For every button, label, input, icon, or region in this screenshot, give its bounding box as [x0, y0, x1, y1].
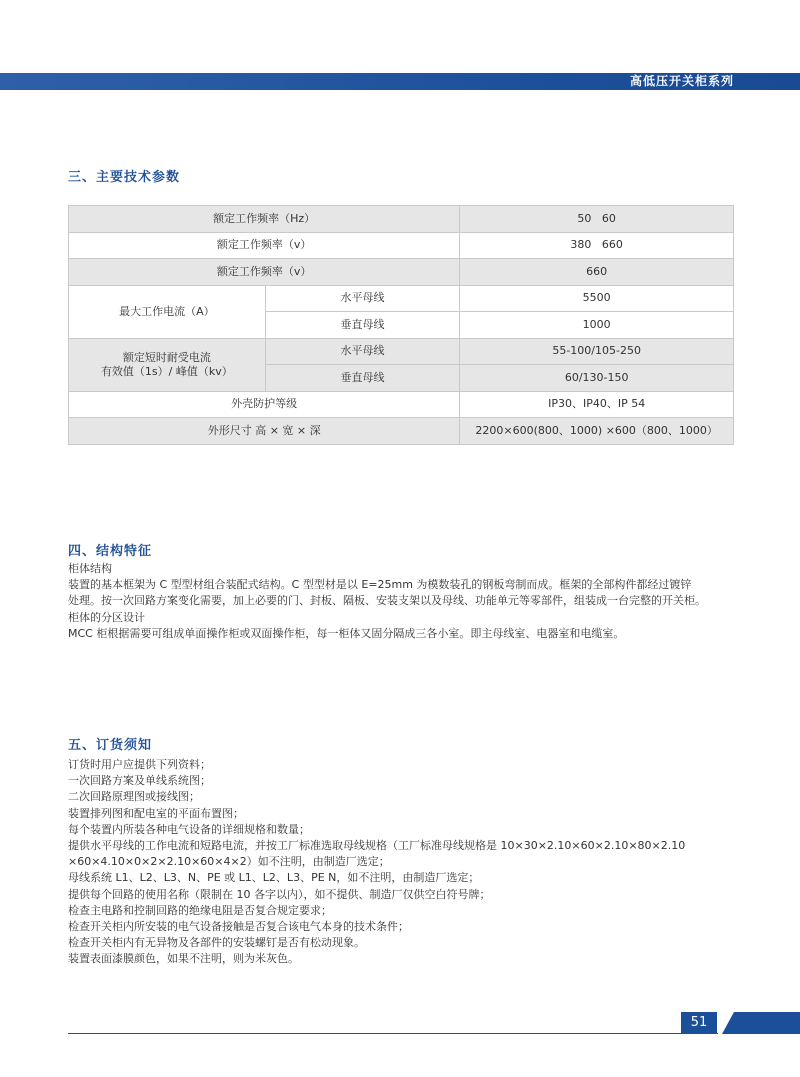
param-value: 1000 [460, 312, 734, 339]
structure-line: 柜体的分区设计 [68, 610, 145, 624]
structure-line: 柜体结构 [68, 562, 112, 575]
param-group-label: 最大工作电流（A） [69, 285, 266, 338]
param-sub-label: 垂直母线 [265, 312, 460, 339]
table-row [69, 391, 734, 418]
ordering-line: 一次回路方案及单线系统图； [68, 774, 211, 788]
structure-body [68, 561, 748, 642]
ordering-body [68, 757, 748, 968]
param-label: 外壳防护等级 [69, 391, 460, 418]
header-bar [0, 73, 800, 90]
section-title-ordering: 五、订货须知 [68, 738, 153, 753]
param-label: 额定工作频率（v） [69, 259, 460, 286]
ordering-line: 提供水平母线的工作电流和短路电流，并按工厂标准选取母线规格（工厂标准母线规格是 10×30×2.10×60×2.10×80×2.10 [68, 839, 686, 853]
structure-line: 处理。按一次回路方案变化需要，加上必要的门、封板、隔板、安装支架以及母线、功能单元等零部件，组装成一台完整的开关柜。 [68, 594, 706, 608]
param-value: 55-100/105-250 [460, 338, 734, 365]
param-group-label [69, 338, 266, 391]
parameters-table [68, 205, 734, 445]
header-title: 高低压开关柜系列 [629, 74, 734, 88]
ordering-line: 检查开关柜内有无异物及各部件的安装螺钉是否有松动现象。 [68, 936, 365, 950]
param-value: 660 [460, 259, 734, 286]
page-number: 51 [681, 1012, 717, 1034]
table-row [69, 338, 734, 365]
ordering-line: 订货时用户应提供下列资料； [68, 758, 211, 771]
section-title-structure: 四、结构特征 [68, 544, 153, 559]
param-value: 380 660 [460, 232, 734, 259]
param-sub-label: 垂直母线 [265, 365, 460, 392]
param-label: 外形尺寸 高 × 宽 × 深 [69, 418, 460, 445]
param-value: 60/130-150 [460, 365, 734, 392]
table-row [69, 418, 734, 445]
ordering-line: 母线系统 L1、L2、L3、N、PE 或 L1、L2、L3、PE N，如不注明，由制造厂选定； [68, 871, 480, 885]
table-row [69, 232, 734, 259]
param-sub-label: 水平母线 [265, 285, 460, 312]
ordering-line: 装置排列图和配电室的平面布置图； [68, 806, 244, 820]
param-group-line-2: 有效值（1s）/ 峰值（kv） [100, 364, 233, 378]
param-label: 额定工作频率（v） [69, 232, 460, 259]
ordering-line: 装置表面漆膜颜色，如果不注明，则为米灰色。 [68, 952, 299, 966]
table-row [69, 259, 734, 286]
param-sub-label: 水平母线 [265, 338, 460, 365]
ordering-line: 每个装置内所装各种电气设备的详细规格和数量； [68, 822, 310, 836]
param-label: 额定工作频率（Hz） [69, 206, 460, 233]
section-title-parameters: 三、主要技术参数 [68, 170, 181, 185]
param-value: 50 60 [460, 206, 734, 233]
ordering-line: 提供每个回路的使用名称（限制在 10 各字以内），如不提供、制造厂仅供空白符号牌； [68, 887, 491, 901]
param-value: IP30、IP40、IP 54 [460, 391, 734, 418]
footer-accent [722, 1012, 800, 1034]
ordering-line: 检查开关柜内所安装的电气设备接触是否复合该电气本身的技术条件； [68, 920, 409, 934]
param-value: 2200×600(800、1000) ×600（800、1000） [460, 418, 734, 445]
param-value: 5500 [460, 285, 734, 312]
param-group-line-1: 额定短时耐受电流 [122, 350, 211, 364]
table-row [69, 206, 734, 233]
ordering-line: 二次回路原理图或接线图； [68, 790, 200, 804]
ordering-line: 检查主电路和控制回路的绝缘电阻是否复合规定要求； [68, 903, 332, 917]
footer-rule [68, 1033, 718, 1034]
ordering-line: ×60×4.10×0×2×2.10×60×4×2）如不注明，由制造厂选定； [68, 855, 390, 869]
structure-line: MCC 柜根据需要可组成单面操作柜或双面操作柜，每一柜体又固分隔成三各小室。即主母线室、电器室和电缆室。 [68, 626, 625, 640]
structure-line: 装置的基本框架为 C 型型材组合装配式结构。C 型型材是以 E=25mm 为模数装孔的钢板弯制而成。框架的全部构件都经过镀锌 [68, 578, 692, 592]
table-row [69, 285, 734, 312]
